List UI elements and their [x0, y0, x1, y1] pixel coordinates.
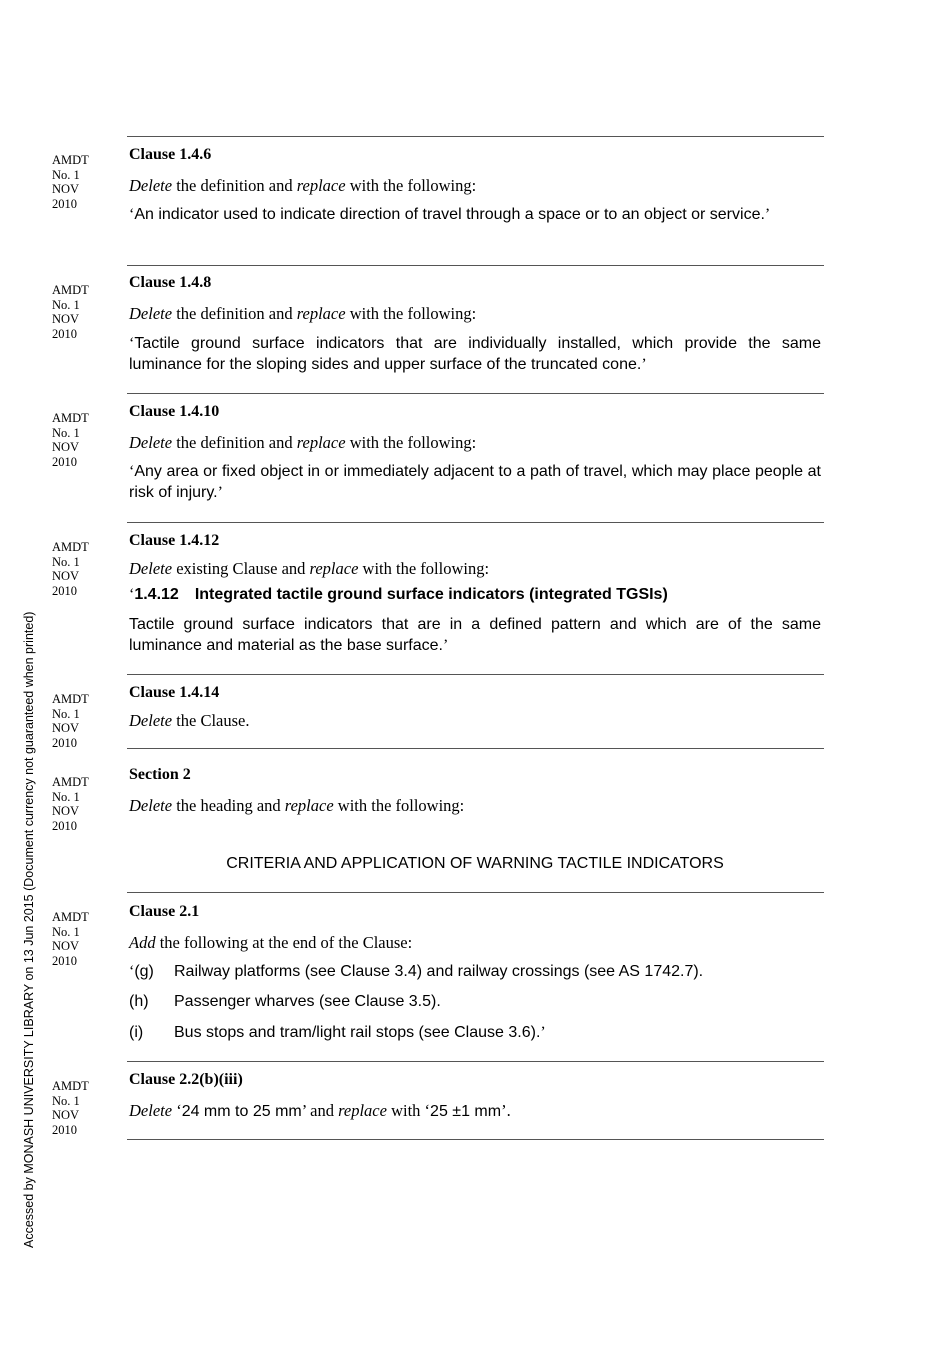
clause-heading: Clause 1.4.6	[129, 146, 212, 163]
instruction: Delete the definition and replace with the following:	[129, 176, 477, 195]
instruction: Delete ‘24 mm to 25 mm’ and replace with ‘25 ±1 mm’.	[129, 1101, 511, 1120]
clause-heading: Clause 1.4.8	[129, 274, 212, 291]
replacement-text: ‘An indicator used to indicate direction of travel through a space or to an object or service.’	[129, 206, 771, 223]
replacement-text: ‘Tactile ground surface indicators that are individually installed, which provide the same luminance for the sloping sides and upper surface of the truncated cone.’	[129, 335, 821, 373]
divider	[127, 393, 824, 394]
divider	[127, 1061, 824, 1062]
amendment-marker: AMDT No. 1 NOV 2010	[52, 692, 89, 750]
clause-heading: Clause 1.4.14	[129, 684, 220, 701]
replacement-text: ‘Any area or fixed object in or immediately adjacent to a path of travel, which may place people at risk of injury.’	[129, 463, 821, 501]
amendment-marker: AMDT No. 1 NOV 2010	[52, 540, 89, 598]
amendment-marker: AMDT No. 1 NOV 2010	[52, 153, 89, 211]
clause-heading: Clause 1.4.12	[129, 532, 220, 549]
list-item: (i) Bus stops and tram/light rail stops (see Clause 3.6).’	[129, 1024, 546, 1041]
amendment-marker: AMDT No. 1 NOV 2010	[52, 411, 89, 469]
divider	[127, 265, 824, 266]
replacement-text: Tactile ground surface indicators that are in a defined pattern and which are of the same luminance and material as the base surface.’	[129, 616, 821, 654]
amendment-marker: AMDT No. 1 NOV 2010	[52, 1079, 89, 1137]
amendment-marker: AMDT No. 1 NOV 2010	[52, 910, 89, 968]
amendment-marker: AMDT No. 1 NOV 2010	[52, 775, 89, 833]
section-heading: Section 2	[129, 766, 191, 783]
clause-heading: Clause 2.2(b)(iii)	[129, 1071, 243, 1088]
divider	[127, 1139, 824, 1140]
instruction: Delete the heading and replace with the following:	[129, 796, 465, 815]
new-section-heading: CRITERIA AND APPLICATION OF WARNING TACTILE INDICATORS	[226, 855, 724, 872]
list-item: (h) Passenger wharves (see Clause 3.5).	[129, 993, 441, 1010]
divider	[127, 674, 824, 675]
instruction: Delete the Clause.	[129, 711, 250, 730]
divider	[127, 748, 824, 749]
divider	[127, 522, 824, 523]
instruction: Add the following at the end of the Clause:	[129, 933, 413, 952]
clause-heading: Clause 2.1	[129, 903, 200, 920]
divider	[127, 892, 824, 893]
access-watermark: Accessed by MONASH UNIVERSITY LIBRARY on 13 Jun 2015 (Document currency not guaranteed when printed)	[22, 611, 36, 1248]
list-item: ‘(g) Railway platforms (see Clause 3.4) and railway crossings (see AS 1742.7).	[129, 963, 704, 980]
instruction: Delete the definition and replace with the following:	[129, 304, 477, 323]
divider	[127, 136, 824, 137]
instruction: Delete the definition and replace with the following:	[129, 433, 477, 452]
clause-heading: Clause 1.4.10	[129, 403, 220, 420]
instruction: Delete existing Clause and replace with the following:	[129, 559, 490, 578]
new-clause-subheading: ‘1.4.12 Integrated tactile ground surface indicators (integrated TGSIs)	[129, 586, 668, 603]
amendment-marker: AMDT No. 1 NOV 2010	[52, 283, 89, 341]
